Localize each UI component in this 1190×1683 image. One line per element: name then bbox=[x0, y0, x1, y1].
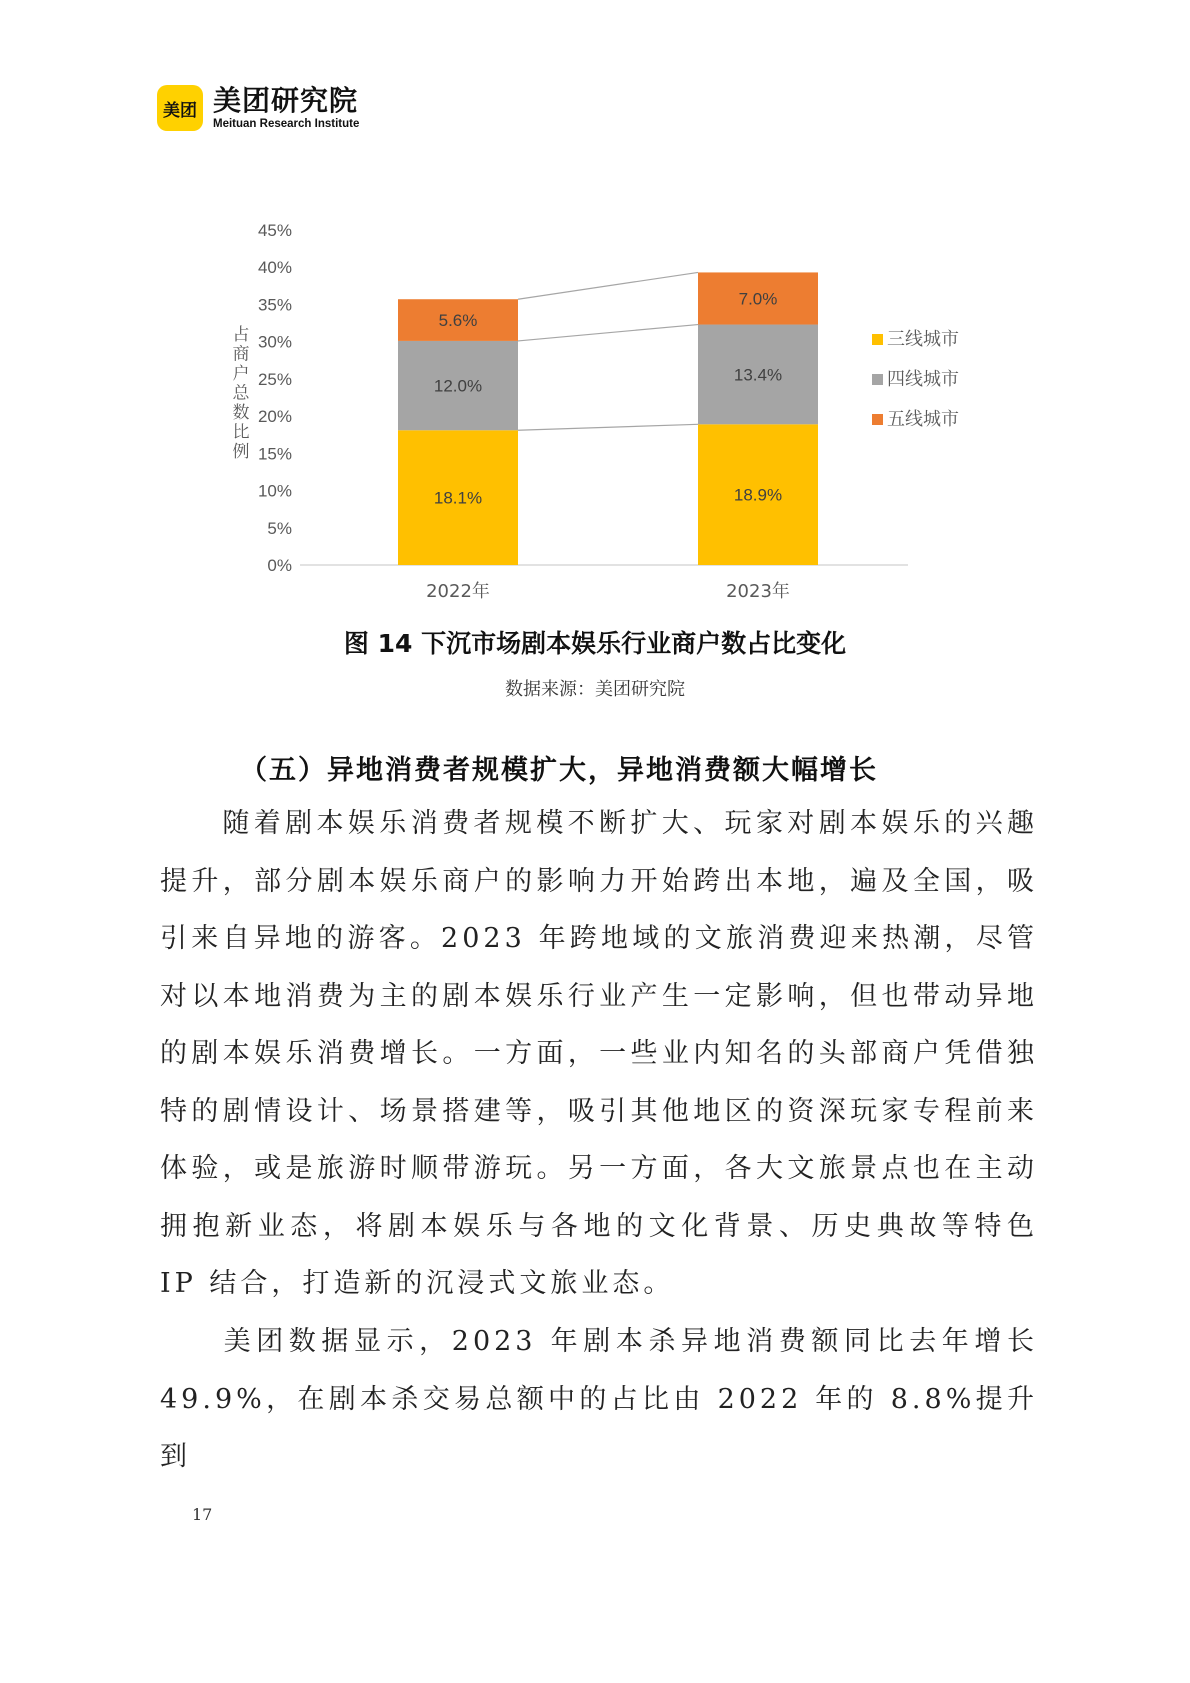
data-label: 13.4% bbox=[733, 365, 783, 385]
figure-source: 数据来源：美团研究院 bbox=[505, 679, 685, 700]
logo-chinese-name: 美团研究院 bbox=[213, 84, 359, 117]
y-tick-label: 10% bbox=[257, 481, 292, 501]
legend-label: 五线城市 bbox=[887, 409, 959, 430]
section-heading: （五）异地消费者规模扩大，异地消费额大幅增长 bbox=[240, 755, 878, 786]
logo-english-name: Meituan Research Institute bbox=[213, 118, 360, 130]
data-label: 7.0% bbox=[738, 289, 778, 309]
data-label: 18.9% bbox=[733, 485, 783, 505]
data-label: 18.1% bbox=[433, 488, 483, 508]
paragraph-1-text: 随着剧本娱乐消费者规模不断扩大、玩家对剧本娱乐的兴趣提升，部分剧本娱乐商户的影响力开始跨出本地，遍及全国，吸引来自异地的游客。2023 年跨地域的文旅消费迎来热潮，尽管对以本地消费为主的剧本娱乐行业产生一定影响，但也带动异地的剧本娱乐消费增长。一方面，一些业内知名的头部商户凭借独特的剧情设计、场景搭建等，吸引其他地区的资深玩家专程前来体验，或是旅游时顺带游玩。另一方面，各大文旅景点也在主动拥抱新业态，将剧本娱乐与各地的文化背景、历史典故等特色 IP 结合，打造新的沉浸式文旅业态。 bbox=[160, 808, 1038, 1299]
y-tick-label: 0% bbox=[267, 556, 292, 575]
page-number: 17 bbox=[192, 1505, 213, 1524]
logo-badge: 美团 bbox=[157, 85, 203, 131]
y-tick-label: 25% bbox=[257, 369, 292, 389]
legend-label: 四线城市 bbox=[887, 369, 959, 390]
body-paragraph-2 bbox=[160, 1313, 1038, 1486]
series-line bbox=[518, 424, 698, 430]
y-tick-label: 15% bbox=[257, 444, 292, 464]
y-tick-label: 5% bbox=[267, 518, 292, 538]
legend-label: 三线城市 bbox=[887, 329, 959, 350]
legend-swatch bbox=[872, 374, 883, 385]
data-label: 12.0% bbox=[433, 376, 483, 396]
body-paragraph-1 bbox=[160, 795, 1038, 1313]
legend-swatch bbox=[872, 414, 883, 425]
y-axis-title: 占商户总数比例 bbox=[232, 325, 250, 462]
y-tick-label: 30% bbox=[257, 332, 292, 352]
x-tick-label: 2023年 bbox=[726, 581, 790, 602]
figure-title: 图 14 下沉市场剧本娱乐行业商户数占比变化 bbox=[343, 629, 847, 658]
y-tick-label: 45% bbox=[257, 221, 292, 240]
x-tick-label: 2022年 bbox=[426, 581, 490, 602]
data-label: 5.6% bbox=[438, 311, 478, 331]
series-line bbox=[518, 325, 698, 341]
y-tick-label: 40% bbox=[257, 258, 292, 278]
paragraph-2-text: 美团数据显示，2023 年剧本杀异地消费额同比去年增长 49.9%，在剧本杀交易总额中的占比由 2022 年的 8.8%提升到 bbox=[160, 1326, 1038, 1472]
y-tick-label: 35% bbox=[257, 295, 292, 315]
legend-swatch bbox=[872, 334, 883, 345]
stacked-bar-chart bbox=[0, 0, 1190, 620]
y-tick-label: 20% bbox=[257, 407, 292, 427]
series-line bbox=[518, 272, 698, 299]
